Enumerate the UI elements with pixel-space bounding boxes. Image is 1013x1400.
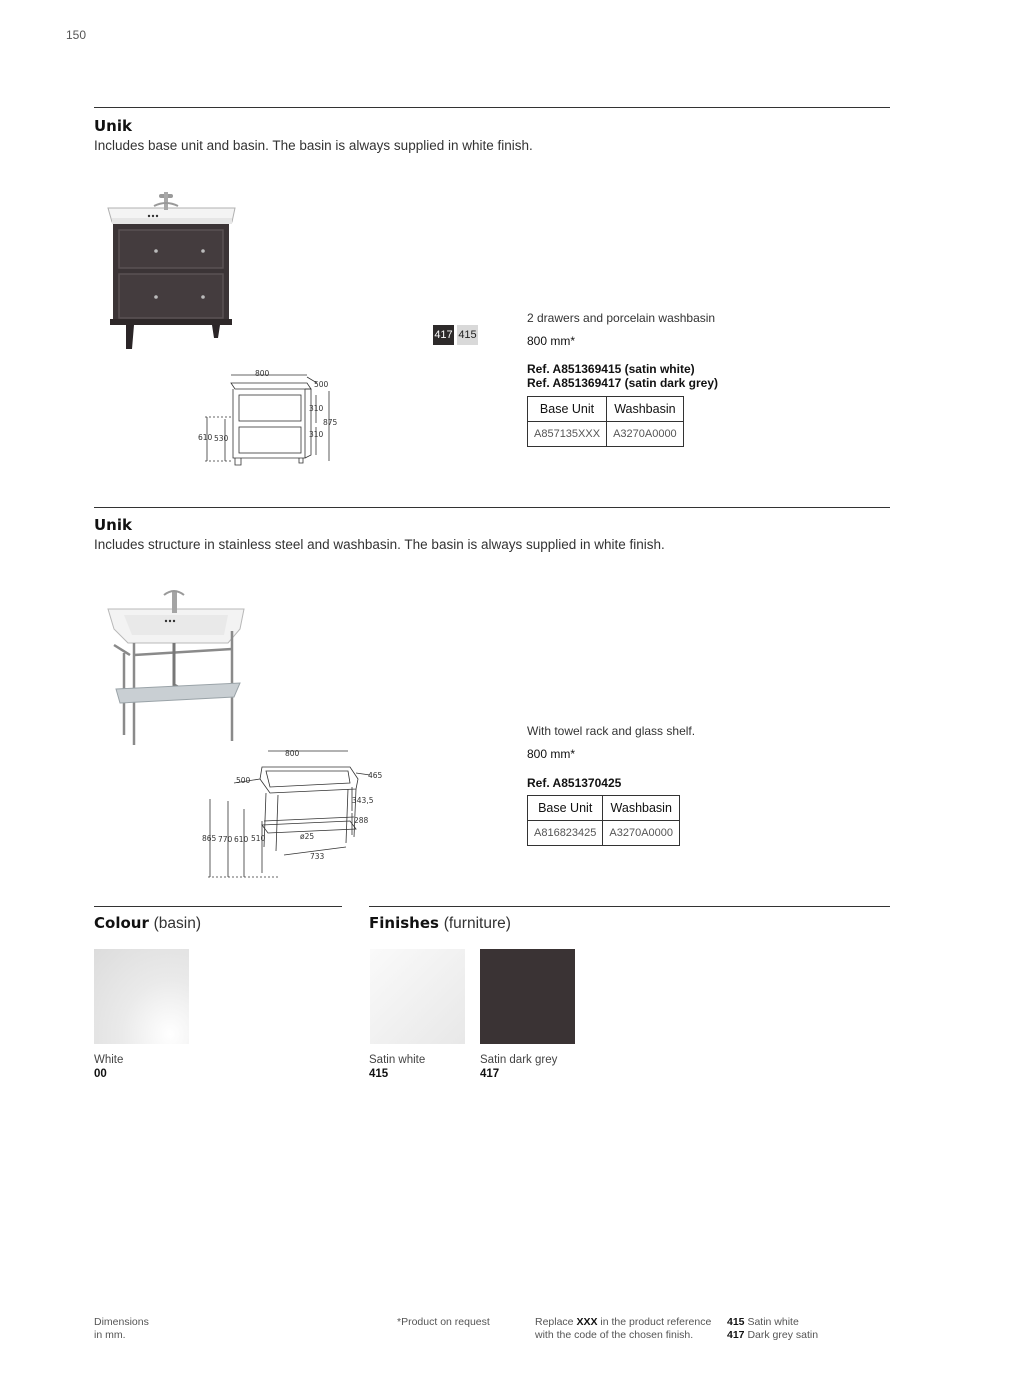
reference-line: Ref. A851370425	[527, 776, 622, 790]
swatch-label-satin-dark-grey	[480, 1053, 557, 1081]
swatch-label-satin-white	[369, 1053, 425, 1081]
footer-code: 417	[727, 1329, 745, 1341]
footer-product-on-request: *Product on request	[397, 1316, 490, 1328]
product-code-table	[527, 795, 680, 846]
product-reference	[527, 362, 718, 390]
product-reference	[527, 776, 621, 790]
swatch-satin-white	[370, 949, 465, 1044]
dim-label: 865	[202, 834, 217, 843]
reference-line: Ref. A851369417 (satin dark grey)	[527, 376, 718, 390]
section-title: Unik	[94, 117, 132, 135]
footer-text: in the product reference	[597, 1316, 712, 1328]
dim-label: 770	[218, 835, 233, 844]
dim-label: ø25	[300, 832, 315, 841]
finishes-heading-light: (furniture)	[443, 915, 511, 932]
swatch-name: Satin dark grey	[480, 1054, 558, 1066]
footer-finish-legend	[727, 1316, 818, 1342]
section-subtitle: Includes base unit and basin. The basin is always supplied in white finish.	[94, 138, 533, 153]
table-header-washbasin: Washbasin	[607, 397, 684, 422]
footer-line: with the code of the chosen finish.	[535, 1329, 694, 1341]
page-number: 150	[66, 28, 87, 42]
dim-label: 800	[255, 369, 270, 378]
swatch-label-white	[94, 1053, 123, 1081]
colour-divider	[94, 906, 342, 907]
finish-badge-415: 415	[457, 325, 478, 345]
section-divider	[94, 507, 890, 508]
swatch-code: 415	[369, 1068, 389, 1080]
footer-code: 415	[727, 1316, 745, 1328]
dim-label: 510	[251, 834, 266, 843]
footer-text: Satin white	[744, 1316, 799, 1328]
table-header-base-unit: Base Unit	[528, 397, 607, 422]
steel-stand-photo	[104, 585, 252, 750]
dim-label: 610	[198, 433, 213, 442]
product-size: 800 mm*	[527, 747, 576, 761]
table-header-base-unit: Base Unit	[528, 796, 603, 821]
swatch-code: 00	[94, 1068, 107, 1080]
dim-label: 610	[234, 835, 249, 844]
dim-label: 310	[309, 404, 324, 413]
reference-line: Ref. A851369415 (satin white)	[527, 362, 695, 376]
colour-heading-light: (basin)	[153, 915, 202, 932]
footer-line	[535, 1316, 711, 1329]
product-size: 800 mm*	[527, 334, 576, 348]
colour-heading-bold: Colour	[94, 914, 149, 932]
dim-label: 310	[309, 430, 324, 439]
swatch-white	[94, 949, 189, 1044]
footer-text: Dark grey satin	[744, 1329, 819, 1341]
footer-dimensions-note	[94, 1316, 149, 1342]
dim-label: 500	[314, 380, 329, 389]
section-divider	[94, 107, 890, 108]
finishes-heading-bold: Finishes	[369, 914, 439, 932]
dim-label: 800	[285, 749, 300, 758]
footer-line	[727, 1329, 818, 1342]
product-description: With towel rack and glass shelf.	[527, 724, 696, 738]
section-subtitle: Includes structure in stainless steel and washbasin. The basin is always supplied in white finish.	[94, 537, 665, 552]
footer-line: Dimensions	[94, 1316, 149, 1328]
swatch-name: Satin white	[369, 1054, 426, 1066]
product-code-table	[527, 396, 684, 447]
table-cell-washbasin: A3270A0000	[607, 422, 684, 447]
product-description: 2 drawers and porcelain washbasin	[527, 311, 716, 325]
section-title: Unik	[94, 516, 132, 534]
footer-line	[727, 1316, 818, 1329]
finish-badge-417: 417	[433, 325, 454, 345]
dim-label: 288	[354, 816, 369, 825]
dim-label: 530	[214, 434, 229, 443]
footer-replace-note	[535, 1316, 711, 1342]
colour-heading	[94, 914, 201, 933]
stand-dimension-drawing	[198, 743, 398, 881]
swatch-name: White	[94, 1054, 124, 1066]
footer-code: XXX	[576, 1316, 598, 1328]
swatch-satin-dark-grey	[480, 949, 575, 1044]
dim-label: 343,5	[352, 796, 374, 805]
swatch-code: 417	[480, 1068, 500, 1080]
dim-label: 465	[368, 771, 383, 780]
table-cell-base-unit: A857135XXX	[528, 422, 607, 447]
dim-label: 875	[323, 418, 338, 427]
vanity-dimension-drawing	[195, 365, 345, 477]
vanity-unit-photo	[104, 188, 239, 353]
table-cell-washbasin: A3270A0000	[603, 821, 680, 846]
finishes-divider	[369, 906, 890, 907]
dim-label: 733	[310, 852, 325, 861]
table-header-washbasin: Washbasin	[603, 796, 680, 821]
finishes-heading	[369, 914, 511, 933]
footer-text: Replace	[535, 1316, 577, 1328]
footer-line: in mm.	[94, 1329, 126, 1341]
table-cell-base-unit: A816823425	[528, 821, 603, 846]
dim-label: 500	[236, 776, 251, 785]
